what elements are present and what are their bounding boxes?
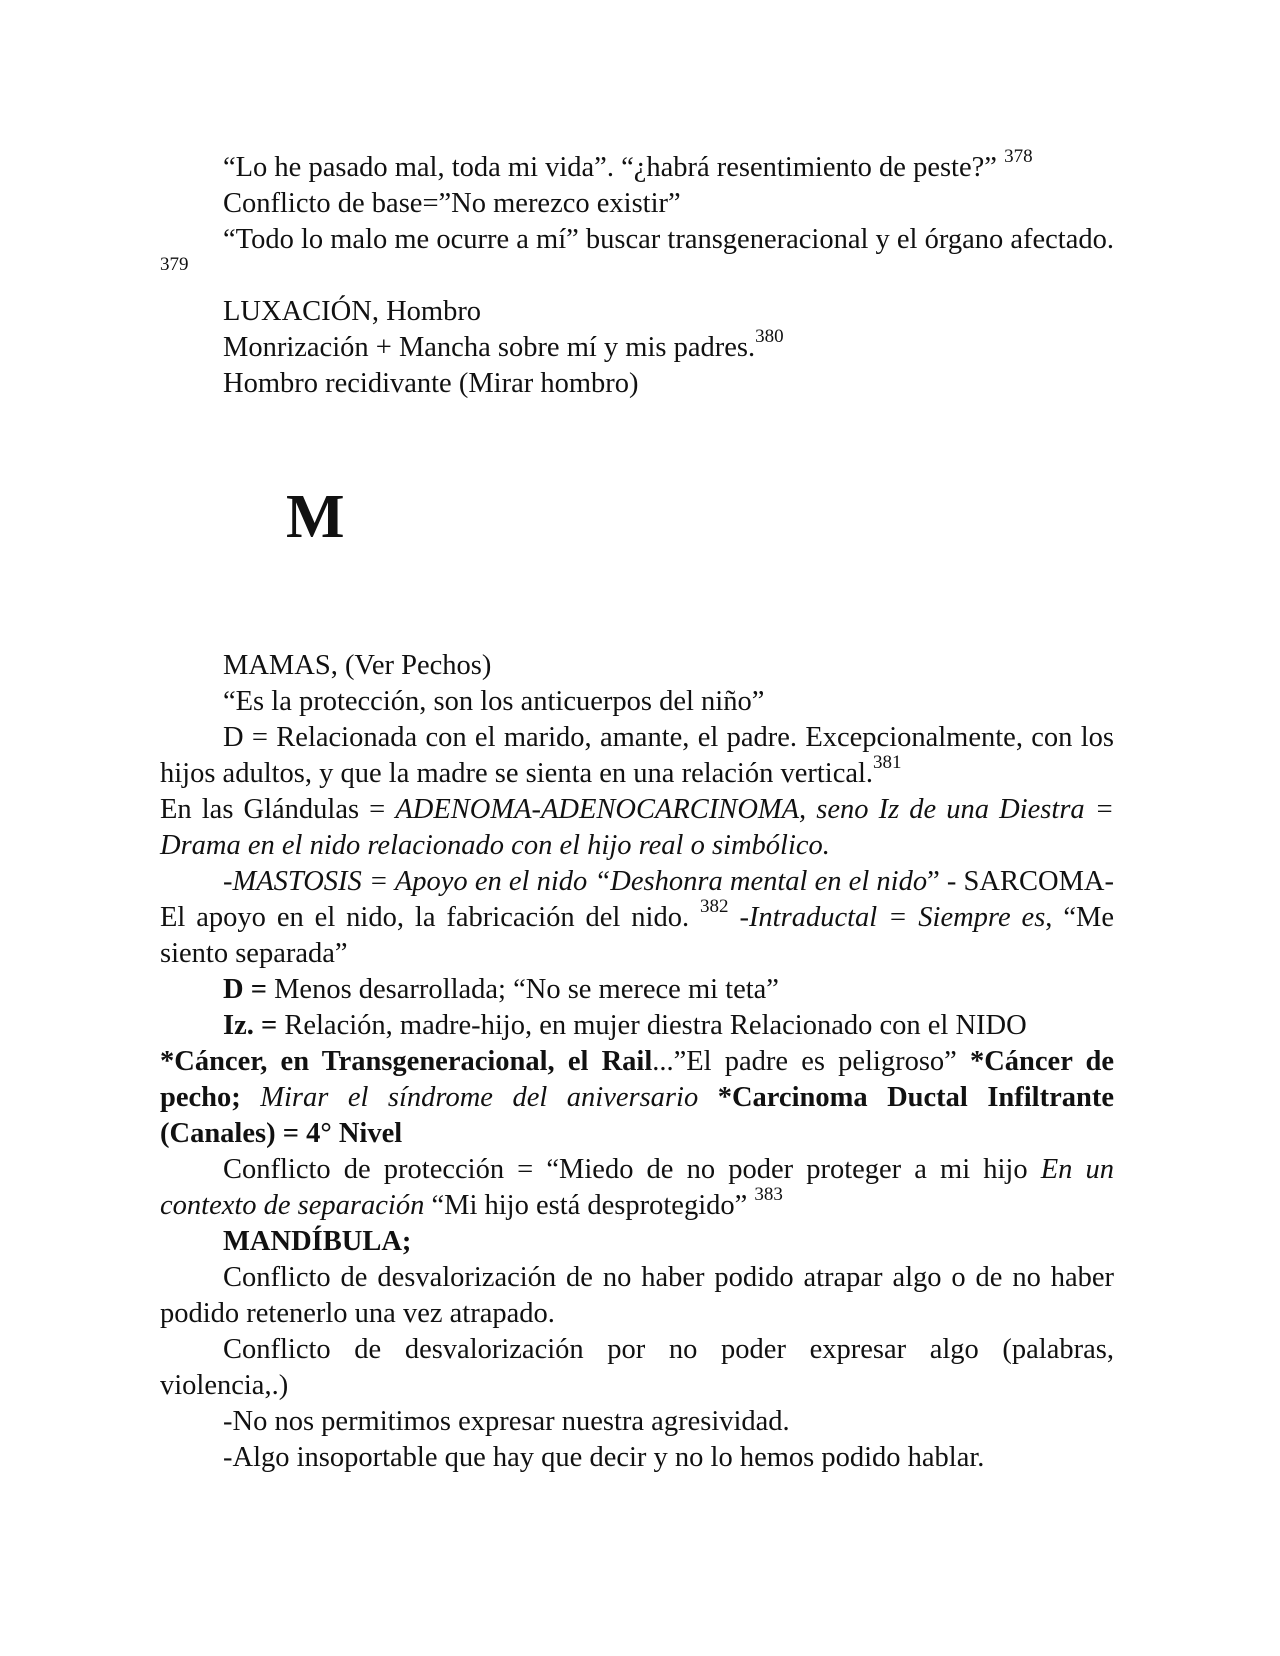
entry-heading-mamas [160, 648, 1114, 684]
paragraph-agresividad [160, 1404, 1114, 1440]
paragraph-desvalorizacion-expresar [160, 1332, 1114, 1404]
document-page [160, 145, 1114, 1476]
bold-text: *Cáncer, en Transgeneracional, el Rail [160, 1046, 653, 1077]
spacer [160, 552, 1114, 648]
paragraph-cancer [160, 1044, 1114, 1152]
footnote-ref-380[interactable]: 380 [755, 325, 784, 347]
footnote-ref-383[interactable]: 383 [754, 1183, 783, 1205]
text: “Es la protección, son los anticuerpos del niño” [223, 686, 765, 717]
bold-label: Iz. = [223, 1010, 278, 1041]
text: -Algo insoportable que hay que decir y no lo hemos podido hablar. [223, 1442, 985, 1473]
text: Relación, madre-hijo, en mujer diestra Relacionado con el NIDO [277, 1010, 1027, 1041]
text: LUXACIÓN, Hombro [223, 296, 482, 327]
text: ...”El padre es peligroso” [652, 1046, 970, 1077]
paragraph-glandulas [160, 792, 1114, 864]
text: Conflicto de desvalorización de no haber podido atrapar algo o de no haber podido retenerlo una vez atrapado. [160, 1262, 1114, 1329]
paragraph-conflicto-base [160, 186, 1114, 222]
text: “Mi hijo está desprotegido” [424, 1190, 755, 1221]
footnote-ref-378[interactable]: 378 [1004, 145, 1033, 167]
text: Conflicto de base=”No merezco existir” [223, 188, 681, 219]
paragraph-mastosis [160, 864, 1114, 972]
bold-text: *Cáncer de pecho; [160, 1046, 1114, 1113]
bold-label: D = [223, 974, 267, 1005]
footnote-ref-381[interactable]: 381 [873, 751, 902, 773]
paragraph-iz-relacion [160, 1008, 1114, 1044]
text: ” - SARCOMA- El apoyo en el nido, la fabricación del nido. [160, 866, 1114, 933]
italic-text: ADENOMA-ADENOCARCINOMA, seno Iz de una Diestra = Drama en el nido relacionado con el hijo real o simbólico. [160, 794, 1114, 861]
text: , “Me siento separada” [160, 902, 1114, 969]
italic-text: -Intraductal = Siempre es [728, 902, 1046, 933]
paragraph-todo-lo-malo [160, 222, 1114, 294]
text: Monrización + Mancha sobre mí y mis padres. [223, 332, 756, 363]
italic-text: En un contexto de separación [160, 1154, 1114, 1221]
text: Menos desarrollada; “No se merece mi teta” [266, 974, 779, 1005]
paragraph-peste [160, 145, 1114, 186]
bold-text: *Carcinoma Ductal Infiltrante (Canales) = 4° Nivel [160, 1082, 1114, 1149]
paragraph-desvalorizacion-atrapar [160, 1260, 1114, 1332]
italic-text: -MASTOSIS = Apoyo en el nido “Deshonra mental en el nido [223, 866, 928, 897]
footnote-ref-379[interactable]: 379 [160, 253, 189, 275]
text: Conflicto de protección = “Miedo de no poder proteger a mi hijo [223, 1154, 1041, 1185]
paragraph-conflicto-proteccion [160, 1152, 1114, 1224]
section-letter-heading: M [286, 483, 345, 551]
entry-heading-luxacion [160, 294, 1114, 330]
text: “Todo lo malo me ocurre a mí” buscar transgeneracional y el órgano afectado. [223, 224, 1114, 255]
text: -No nos permitimos expresar nuestra agresividad. [223, 1406, 790, 1437]
paragraph-monrizacion [160, 325, 1114, 366]
text: “Lo he pasado mal, toda mi vida”. “¿habrá resentimiento de peste?” [223, 152, 1005, 183]
text: En las Glándulas = [160, 794, 396, 825]
text: Conflicto de desvalorización por no poder expresar algo (palabras, violencia,.) [160, 1334, 1114, 1401]
paragraph-insoportable [160, 1440, 1114, 1476]
text: MAMAS, (Ver Pechos) [223, 650, 492, 681]
paragraph-d-menos-desarrollada [160, 972, 1114, 1008]
paragraph-proteccion-quote [160, 684, 1114, 720]
entry-heading-mandibula [160, 1224, 1114, 1260]
text: Hombro recidivante (Mirar hombro) [223, 368, 639, 399]
text: D = Relacionada con el marido, amante, el padre. Excepcionalmente, con los hijos adultos, y que la madre se sienta en una relación vertical. [160, 722, 1114, 789]
italic-text: Mirar el síndrome del aniversario [240, 1082, 718, 1113]
paragraph-hombro-recidivante [160, 366, 1114, 402]
paragraph-diestra [160, 720, 1114, 792]
footnote-ref-382[interactable]: 382 [700, 895, 729, 917]
bold-heading: MANDÍBULA; [223, 1226, 412, 1257]
